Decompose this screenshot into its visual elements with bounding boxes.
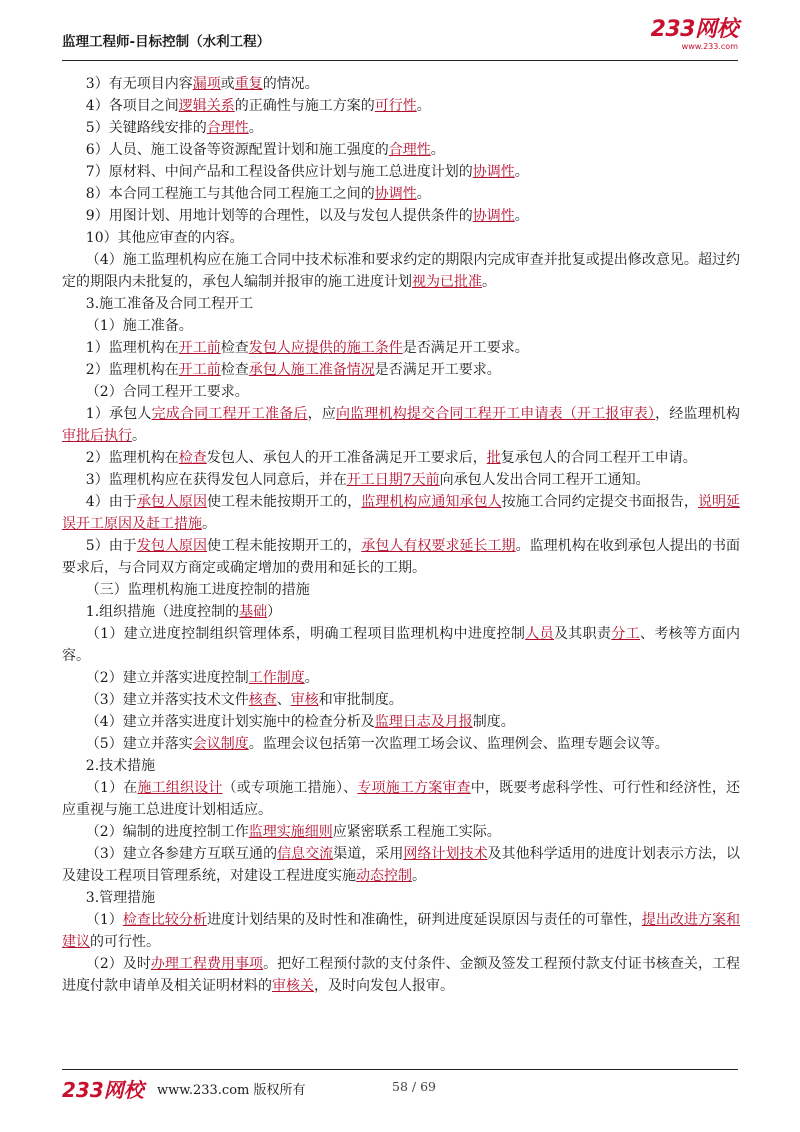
text-run: 。 <box>132 428 146 444</box>
paragraph <box>62 755 740 777</box>
highlighted-term: 开工前 <box>178 340 221 356</box>
text-run: ，及时向发包人报审。 <box>314 978 454 994</box>
highlighted-term: 检查比较分析 <box>122 912 207 928</box>
paragraph <box>62 777 740 821</box>
text-run: 7）原材料、中间产品和工程设备供应计划与施工总进度计划的 <box>85 164 473 180</box>
text-run: 3）有无项目内容 <box>85 76 193 92</box>
highlighted-term: 工作制度 <box>248 670 305 686</box>
brand-logo-url: www.233.com <box>681 42 738 51</box>
highlighted-term: 视为已批准 <box>412 274 482 290</box>
text-run: 发包人、承包人的开工准备满足开工要求后， <box>206 450 487 466</box>
text-run: 中，既要考虑科学性、可行性和经济性，还应重视与施工总进度计划相适应。 <box>62 780 741 818</box>
document-body <box>62 73 740 997</box>
highlighted-term: 协调性 <box>374 186 417 202</box>
highlighted-term: 提出改进方案和建议 <box>62 912 741 950</box>
highlighted-term: 办理工程费用事项 <box>150 956 264 972</box>
text-run: （4）建立并落实进度计划实施中的检查分析及 <box>85 714 375 730</box>
text-run: （5）建立并落实 <box>85 736 193 752</box>
paragraph <box>62 205 740 227</box>
paragraph <box>62 293 740 315</box>
text-run: 的可行性。 <box>90 934 160 950</box>
highlighted-term: 发包人原因 <box>136 538 207 554</box>
text-run: （2）编制的进度控制工作 <box>85 824 249 840</box>
page-footer <box>62 1074 738 1102</box>
paragraph <box>62 667 740 689</box>
highlighted-term: 网络计划技术 <box>403 846 488 862</box>
header-divider <box>62 60 738 61</box>
text-run: 检查 <box>220 340 249 356</box>
text-run: 4）各项目之间 <box>85 98 179 114</box>
text-run: 制度。 <box>472 714 515 730</box>
text-run: 。 <box>202 516 216 532</box>
text-run: 是否满足开工要求。 <box>402 340 529 356</box>
paragraph <box>62 183 740 205</box>
text-run: ） <box>267 604 282 620</box>
text-run: （2）建立并落实进度控制 <box>85 670 249 686</box>
text-run: ，经监理机构 <box>655 406 741 422</box>
paragraph <box>62 579 740 601</box>
text-run: （4）施工监理机构应在施工合同中技术标准和要求约定的期限内完成审查并批复或提出修改意见。超过约定的期限内未批复的，承包人编制并报审的施工进度计划 <box>62 252 740 290</box>
highlighted-term: 监理日志及月报 <box>374 714 473 730</box>
highlighted-term: 可行性 <box>374 98 417 114</box>
paragraph <box>62 249 740 293</box>
text-run: 。 <box>430 142 445 158</box>
highlighted-term: 检查 <box>178 450 207 466</box>
paragraph <box>62 337 740 359</box>
highlighted-term: 分工 <box>611 626 640 642</box>
paragraph <box>62 161 740 183</box>
footer-divider <box>62 1069 738 1070</box>
text-run: 4）由于 <box>85 494 137 510</box>
highlighted-term: 监理机构应通知承包人 <box>361 494 502 510</box>
paragraph <box>62 733 740 755</box>
highlighted-term: 审核 <box>290 692 319 708</box>
highlighted-term: 承包人施工准备情况 <box>248 362 375 378</box>
highlighted-term: 逻辑关系 <box>178 98 235 114</box>
text-run: 。 <box>514 208 529 224</box>
text-run: 、 <box>276 692 291 708</box>
text-run: 9）用图计划、用地计划等的合理性，以及与发包人提供条件的 <box>85 208 473 224</box>
highlighted-term: 发包人应提供的施工条件 <box>248 340 403 356</box>
paragraph <box>62 623 740 667</box>
paragraph <box>62 447 740 469</box>
highlighted-term: 开工日期7天前 <box>346 472 440 488</box>
highlighted-term: 专项施工方案审查 <box>357 780 471 796</box>
highlighted-term: 重复 <box>234 76 263 92</box>
highlighted-term: 基础 <box>239 604 268 620</box>
highlighted-term: 信息交流 <box>277 846 334 862</box>
text-run: 1）承包人 <box>85 406 152 422</box>
paragraph <box>62 535 740 579</box>
text-run: （1）建立进度控制组织管理体系，明确工程项目监理机构中进度控制 <box>85 626 526 642</box>
text-run: 8）本合同工程施工与其他合同工程施工之间的 <box>85 186 375 202</box>
text-run: （2）合同工程开工要求。 <box>85 384 249 400</box>
text-run: 6）人员、施工设备等资源配置计划和施工强度的 <box>85 142 389 158</box>
text-run: 或 <box>220 76 235 92</box>
highlighted-term: 监理实施细则 <box>248 824 333 840</box>
text-run: 是否满足开工要求。 <box>374 362 501 378</box>
text-run: 。 <box>514 164 529 180</box>
text-run: （3）建立并落实技术文件 <box>85 692 249 708</box>
text-run: 2）监理机构在 <box>85 362 179 378</box>
text-run: 复承包人的合同工程开工申请。 <box>500 450 697 466</box>
brand-logo <box>651 18 738 51</box>
text-run: （2）及时 <box>85 956 151 972</box>
highlighted-term: 核查 <box>248 692 277 708</box>
paragraph <box>62 381 740 403</box>
highlighted-term: 会议制度 <box>192 736 249 752</box>
highlighted-term: 合理性 <box>388 142 431 158</box>
paragraph <box>62 73 740 95</box>
paragraph <box>62 359 740 381</box>
paragraph <box>62 909 740 953</box>
text-run: 3.管理措施 <box>85 890 156 906</box>
text-run: 进度计划结果的及时性和准确性，研判进度延误原因与责任的可靠性， <box>206 912 642 928</box>
text-run: 1.组织措施（进度控制的 <box>85 604 240 620</box>
brand-logo-text: 233网校 <box>650 17 738 42</box>
text-run: 使工程未能按期开工的， <box>206 494 362 510</box>
paragraph <box>62 953 740 997</box>
text-run: 检查 <box>220 362 249 378</box>
text-run: 1）监理机构在 <box>85 340 179 356</box>
text-run: 应紧密联系工程施工实际。 <box>332 824 501 840</box>
paragraph <box>62 711 740 733</box>
text-run: 及其职责 <box>553 626 612 642</box>
text-run: 。 <box>304 670 319 686</box>
highlighted-term: 向监理机构提交合同工程开工申请表（开工报审表） <box>335 406 656 422</box>
highlighted-term: 动态控制 <box>356 868 412 884</box>
highlighted-term: 协调性 <box>472 164 515 180</box>
text-run: 、考核等方面内容。 <box>62 626 741 664</box>
text-run: 。监理机构在收到承包人提出的书面要求后，与合同双方商定或确定增加的费用和延长的工期。 <box>62 538 741 576</box>
paragraph <box>62 139 740 161</box>
text-run: 。 <box>416 98 431 114</box>
text-run: （1）施工准备。 <box>85 318 193 334</box>
highlighted-term: 承包人有权要求延长工期 <box>361 538 516 554</box>
text-run: 2.技术措施 <box>85 758 156 774</box>
paragraph <box>62 843 740 887</box>
paragraph <box>62 491 740 535</box>
paragraph <box>62 227 740 249</box>
footer-copyright: www.233.com 版权所有 <box>157 1083 306 1098</box>
paragraph <box>62 601 740 623</box>
highlighted-term: 协调性 <box>472 208 515 224</box>
highlighted-term: 合理性 <box>206 120 249 136</box>
text-run: 。 <box>482 274 496 290</box>
text-run: 10）其他应审查的内容。 <box>85 230 244 246</box>
footer-logo: 233网校 <box>62 1078 144 1102</box>
highlighted-term: 施工组织设计 <box>137 780 223 796</box>
text-run: 向承包人发出合同工程开工通知。 <box>439 472 650 488</box>
highlighted-term: 承包人原因 <box>136 494 207 510</box>
paragraph <box>62 315 740 337</box>
text-run: 及其他科学适用的进度计划表示方法，以及建设工程项目管理系统，对建设工程进度实施 <box>62 846 741 884</box>
highlighted-term: 开工前 <box>178 362 221 378</box>
text-run: 。监理会议包括第一次监理工场会议、监理例会、监理专题会议等。 <box>248 736 669 752</box>
text-run: 。 <box>248 120 263 136</box>
paragraph <box>62 403 740 447</box>
paragraph <box>62 95 740 117</box>
page-number: 58 / 69 <box>392 1079 436 1094</box>
text-run: （或专项施工措施）、 <box>222 780 358 796</box>
text-run: 的正确性与施工方案的 <box>234 98 375 114</box>
text-run: 按施工合同约定提交书面报告， <box>501 494 698 510</box>
text-run: 。 <box>416 186 431 202</box>
text-run: 渠道，采用 <box>333 846 404 862</box>
highlighted-term: 人员 <box>525 626 554 642</box>
paragraph <box>62 689 740 711</box>
paragraph <box>62 117 740 139</box>
paragraph <box>62 821 740 843</box>
text-run: ，应 <box>307 406 336 422</box>
text-run: 和审批制度。 <box>318 692 403 708</box>
text-run: （3）建立各参建方互联互通的 <box>85 846 278 862</box>
paragraph <box>62 469 740 491</box>
highlighted-term: 完成合同工程开工准备后 <box>151 406 308 422</box>
highlighted-term: 说明延误开工原因及赶工措施 <box>62 494 741 532</box>
text-run: 的情况。 <box>262 76 319 92</box>
text-run: （1）在 <box>85 780 138 796</box>
page-header <box>62 18 738 58</box>
text-run: 3.施工准备及合同工程开工 <box>85 296 254 312</box>
text-run: 。 <box>412 868 426 884</box>
text-run: 5）关键路线安排的 <box>85 120 207 136</box>
highlighted-term: 审核关 <box>272 978 314 994</box>
highlighted-term: 批 <box>486 450 501 466</box>
text-run: 使工程未能按期开工的， <box>206 538 362 554</box>
paragraph <box>62 887 740 909</box>
document-title: 监理工程师-目标控制（水利工程） <box>62 34 271 50</box>
text-run: （三）监理机构施工进度控制的措施 <box>85 582 310 598</box>
text-run: （1） <box>85 912 123 928</box>
text-run: 2）监理机构在 <box>85 450 179 466</box>
highlighted-term: 漏项 <box>192 76 221 92</box>
text-run: 3）监理机构应在获得发包人同意后，并在 <box>85 472 347 488</box>
highlighted-term: 审批后执行 <box>62 428 132 444</box>
text-run: 5）由于 <box>85 538 137 554</box>
text-run: 。把好工程预付款的支付条件、金额及签发工程预付款支付证书核查关，工程进度付款申请单及相关证明材料的 <box>62 956 740 994</box>
